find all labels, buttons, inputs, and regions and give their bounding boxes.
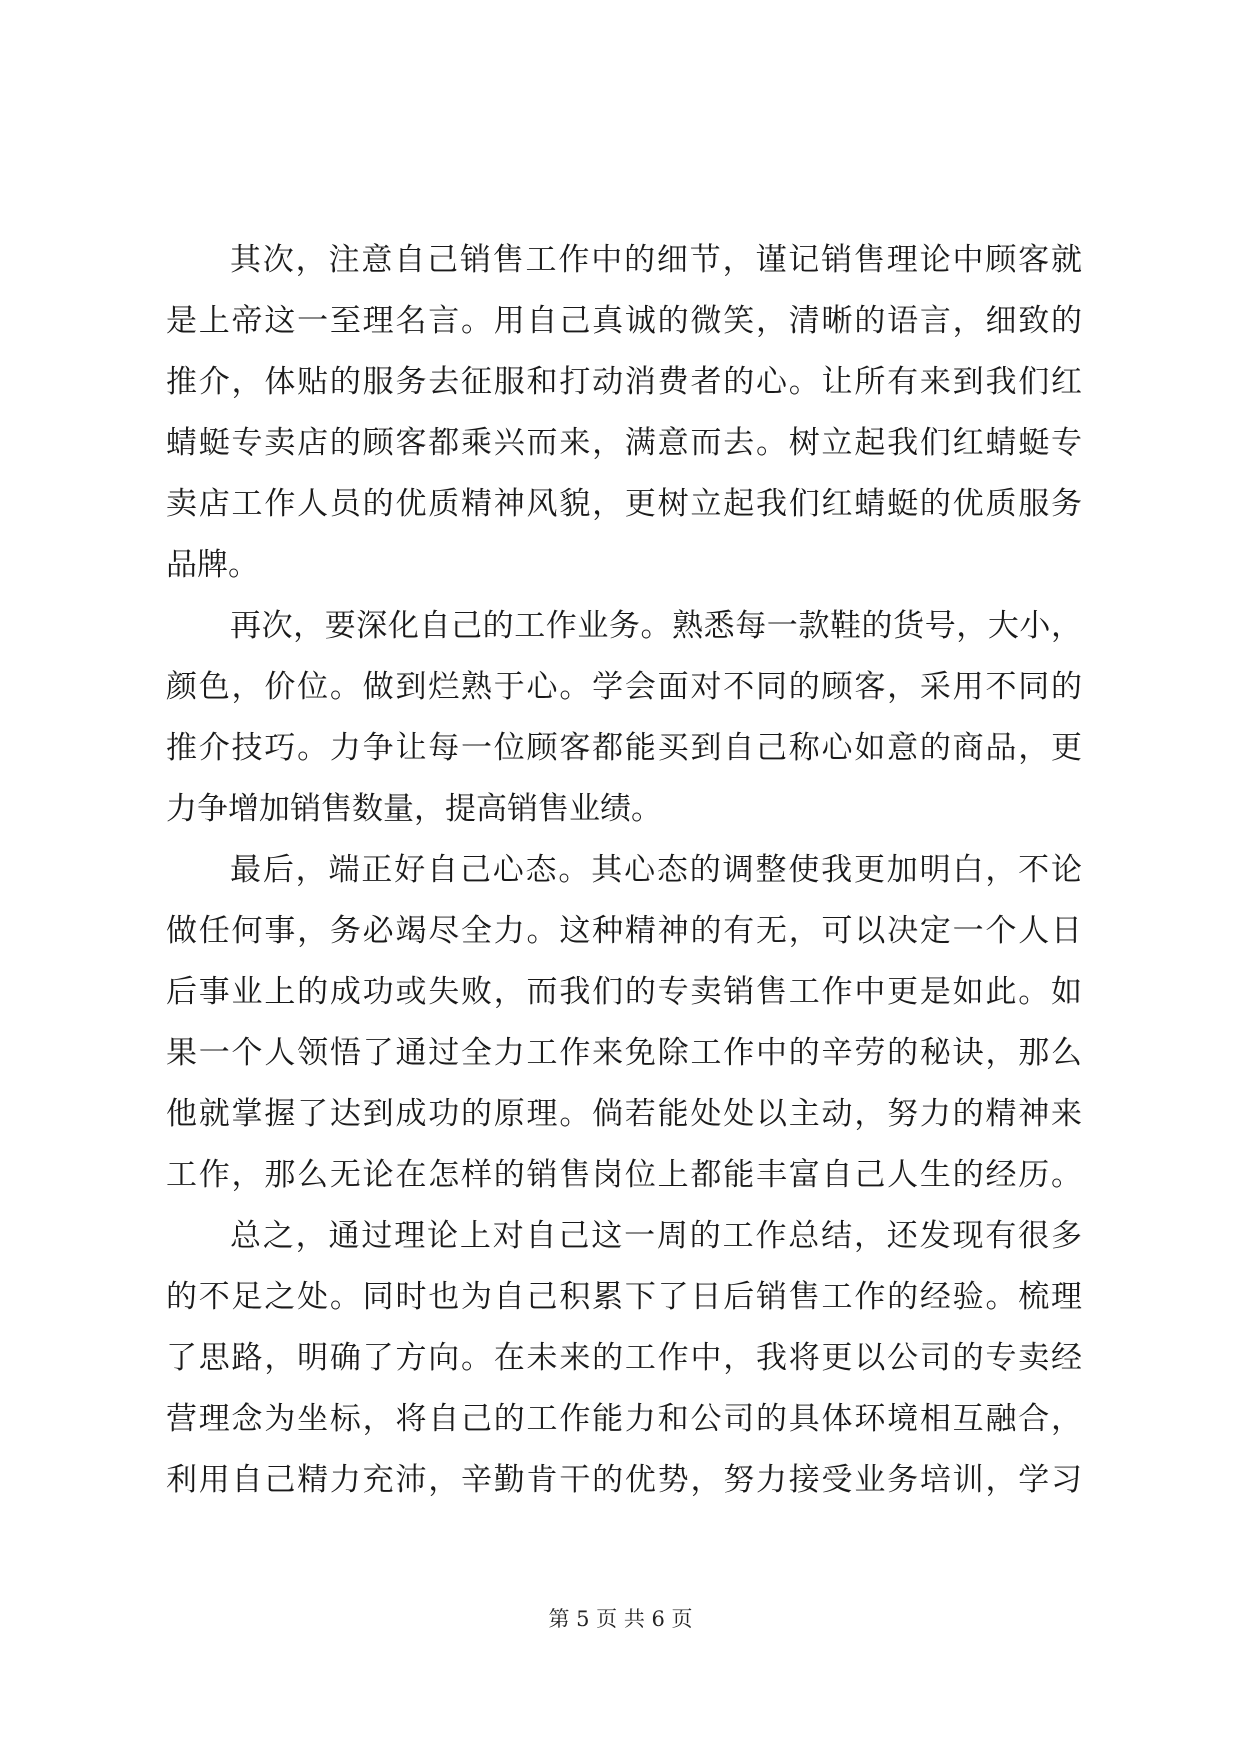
paragraph-details — [166, 230, 1082, 596]
text-line: 推介，体贴的服务去征服和打动消费者的心。让所有来到我们红 — [166, 364, 1082, 400]
text-line: 利用自己精力充沛，辛勤肯干的优势，努力接受业务培训，学习 — [166, 1462, 1082, 1498]
text-line: 其次，注意自己销售工作中的细节，谨记销售理论中顾客就 — [230, 242, 1082, 278]
text-line: 推介技巧。力争让每一位顾客都能买到自己称心如意的商品，更 — [166, 730, 1082, 766]
text-line: 的不足之处。同时也为自己积累下了日后销售工作的经验。梳理 — [166, 1279, 1082, 1315]
text-line: 营理念为坐标，将自己的工作能力和公司的具体环境相互融合， — [166, 1401, 1082, 1437]
paragraph-business — [166, 596, 1082, 840]
text-line: 力争增加销售数量，提高销售业绩。 — [166, 791, 662, 827]
text-line: 他就掌握了达到成功的原理。倘若能处处以主动，努力的精神来 — [166, 1096, 1082, 1132]
text-line: 工作，那么无论在怎样的销售岗位上都能丰富自己人生的经历。 — [166, 1157, 1082, 1193]
text-line: 再次，要深化自己的工作业务。熟悉每一款鞋的货号，大小， — [230, 608, 1082, 644]
text-line: 卖店工作人员的优质精神风貌，更树立起我们红蜻蜓的优质服务 — [166, 486, 1082, 522]
text-line: 了思路，明确了方向。在未来的工作中，我将更以公司的专卖经 — [166, 1340, 1082, 1376]
text-line: 蜻蜓专卖店的顾客都乘兴而来，满意而去。树立起我们红蜻蜓专 — [166, 425, 1082, 461]
text-line: 果一个人领悟了通过全力工作来免除工作中的辛劳的秘诀，那么 — [166, 1035, 1082, 1071]
text-line: 后事业上的成功或失败，而我们的专卖销售工作中更是如此。如 — [166, 974, 1082, 1010]
text-line: 品牌。 — [166, 547, 259, 583]
text-line: 颜色，价位。做到烂熟于心。学会面对不同的顾客，采用不同的 — [166, 669, 1082, 705]
text-line: 总之，通过理论上对自己这一周的工作总结，还发现有很多 — [230, 1218, 1082, 1254]
paragraph-summary — [166, 1206, 1082, 1511]
paragraph-attitude — [166, 840, 1082, 1206]
page-number-footer: 第 5 页 共 6 页 — [548, 1607, 693, 1631]
text-line: 是上帝这一至理名言。用自己真诚的微笑，清晰的语言，细致的 — [166, 303, 1082, 339]
text-line: 做任何事，务必竭尽全力。这种精神的有无，可以决定一个人日 — [166, 913, 1082, 949]
text-line: 最后，端正好自己心态。其心态的调整使我更加明白，不论 — [230, 852, 1082, 888]
document-body — [166, 230, 1082, 1511]
